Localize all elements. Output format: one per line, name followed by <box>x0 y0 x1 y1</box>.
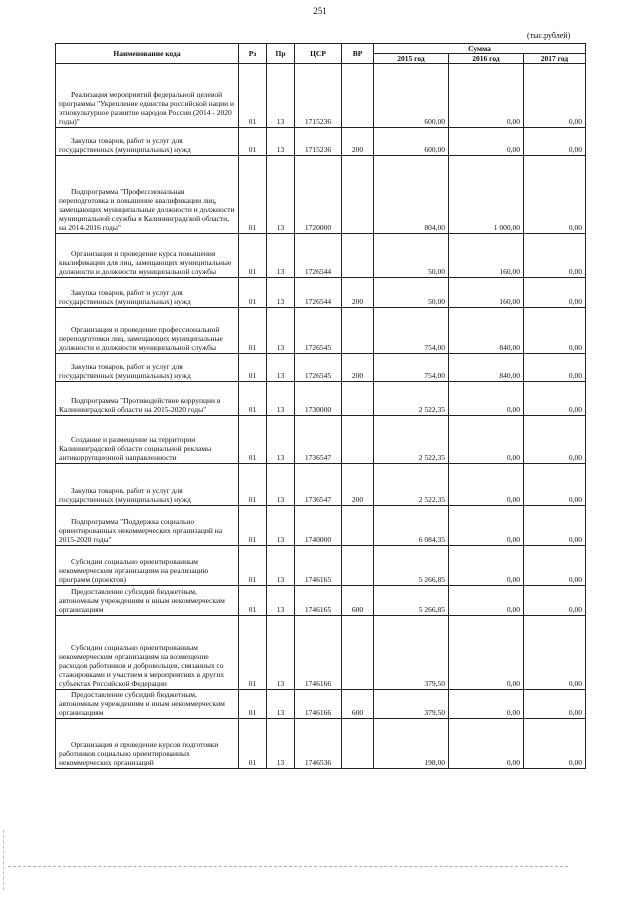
cell-2017: 0,00 <box>524 278 586 308</box>
cell-pr: 13 <box>267 234 295 278</box>
scan-edge-marks <box>3 830 4 890</box>
cell-name <box>56 308 239 354</box>
cell-2017: 0,00 <box>524 586 586 616</box>
table-row <box>56 156 586 234</box>
cell-vr <box>342 616 374 690</box>
row-label: Закупка товаров, работ и услуг для государственных (муниципальных) нужд <box>59 136 191 154</box>
table-row <box>56 278 586 308</box>
cell-vr: 200 <box>342 354 374 382</box>
cell-2017: 0,00 <box>524 382 586 416</box>
row-label: Предоставление субсидий бюджетным, автономным учреждениям и иным некоммерческим организациям <box>59 690 225 717</box>
table-row <box>56 354 586 382</box>
cell-2016: 0,00 <box>449 382 524 416</box>
cell-name <box>56 278 239 308</box>
cell-name <box>56 354 239 382</box>
cell-2016: 0,00 <box>449 586 524 616</box>
row-label: Организация и проведение курса повышения квалификации для лиц, замещающих муниципальные должности и должности муниципальной службы <box>59 249 232 276</box>
cell-name <box>56 586 239 616</box>
row-label: Подпрограмма "Профессиональная переподготовка и повышение квалификации лиц, замещающих муниципальные должности и должности муниципальной службы в Калининградской области, на 2014-2016 годы" <box>59 187 235 232</box>
cell-pr: 13 <box>267 586 295 616</box>
cell-2017: 0,00 <box>524 354 586 382</box>
header-rz: Рз <box>239 44 267 64</box>
cell-name <box>56 416 239 464</box>
row-label: Закупка товаров, работ и услуг для государственных (муниципальных) нужд <box>59 486 191 504</box>
cell-pr: 13 <box>267 128 295 156</box>
cell-2016: 840,00 <box>449 354 524 382</box>
row-label: Подпрограмма "Противодействие коррупции в Калининградской области на 2015-2020 годы" <box>59 396 221 414</box>
cell-rz: 01 <box>239 546 267 586</box>
cell-2016: 0,00 <box>449 506 524 546</box>
cell-rz: 01 <box>239 382 267 416</box>
cell-vr <box>342 382 374 416</box>
cell-2016: 160,00 <box>449 234 524 278</box>
cell-2015: 600,00 <box>374 128 449 156</box>
header-2016: 2016 год <box>449 54 524 64</box>
table-row <box>56 382 586 416</box>
cell-2015: 804,00 <box>374 156 449 234</box>
cell-vr <box>342 308 374 354</box>
cell-csr: 1740000 <box>295 506 342 546</box>
row-label: Закупка товаров, работ и услуг для государственных (муниципальных) нужд <box>59 362 191 380</box>
cell-name <box>56 382 239 416</box>
cell-csr: 1730000 <box>295 382 342 416</box>
cell-2015: 379,50 <box>374 616 449 690</box>
cell-2016: 0,00 <box>449 416 524 464</box>
cell-name <box>56 719 239 769</box>
cell-rz: 01 <box>239 616 267 690</box>
cell-2016: 1 000,00 <box>449 156 524 234</box>
cell-csr: 1746536 <box>295 719 342 769</box>
cell-vr <box>342 234 374 278</box>
cell-2017: 0,00 <box>524 506 586 546</box>
row-label: Создание и размещение на территории Калининградской области социальной рекламы антикоррупционной направленности <box>59 435 212 462</box>
bottom-divider <box>8 866 568 867</box>
cell-2017: 0,00 <box>524 128 586 156</box>
cell-vr: 200 <box>342 278 374 308</box>
cell-2017: 0,00 <box>524 616 586 690</box>
cell-2015: 754,00 <box>374 308 449 354</box>
cell-csr: 1726545 <box>295 308 342 354</box>
page-number: 251 <box>313 6 327 16</box>
cell-vr <box>342 506 374 546</box>
cell-2017: 0,00 <box>524 64 586 128</box>
cell-2015: 198,00 <box>374 719 449 769</box>
cell-name <box>56 128 239 156</box>
row-label: Субсидии социально ориентированным некоммерческим организациям на реализацию программ (проектов) <box>59 557 209 584</box>
cell-2017: 0,00 <box>524 546 586 586</box>
table-row <box>56 308 586 354</box>
row-label: Реализация мероприятий федеральной целевой программы "Укрепление единства российской нации и этнокультурное развитие народов России (2014 - 2020 годы)" <box>59 90 235 126</box>
row-label: Организация и проведение курсов подготовки работников социально ориентированных некоммерческих организаций <box>59 740 219 767</box>
cell-rz: 01 <box>239 234 267 278</box>
cell-pr: 13 <box>267 690 295 719</box>
cell-pr: 13 <box>267 382 295 416</box>
cell-csr: 1715236 <box>295 64 342 128</box>
table-row <box>56 416 586 464</box>
cell-2015: 6 084,35 <box>374 506 449 546</box>
table-row <box>56 234 586 278</box>
cell-pr: 13 <box>267 156 295 234</box>
cell-rz: 01 <box>239 416 267 464</box>
cell-vr <box>342 156 374 234</box>
header-sum: Сумма <box>374 44 586 54</box>
table-row <box>56 616 586 690</box>
cell-vr <box>342 64 374 128</box>
cell-csr: 1746165 <box>295 586 342 616</box>
table-row <box>56 128 586 156</box>
cell-2016: 0,00 <box>449 128 524 156</box>
cell-pr: 13 <box>267 464 295 506</box>
cell-vr: 200 <box>342 128 374 156</box>
cell-pr: 13 <box>267 416 295 464</box>
cell-vr <box>342 719 374 769</box>
table-row <box>56 719 586 769</box>
table-row <box>56 64 586 128</box>
cell-2017: 0,00 <box>524 690 586 719</box>
cell-vr: 200 <box>342 464 374 506</box>
table-row <box>56 506 586 546</box>
cell-rz: 01 <box>239 156 267 234</box>
cell-2016: 0,00 <box>449 690 524 719</box>
cell-2015: 600,00 <box>374 64 449 128</box>
cell-2015: 754,00 <box>374 354 449 382</box>
cell-csr: 1715236 <box>295 128 342 156</box>
cell-2016: 840,00 <box>449 308 524 354</box>
cell-csr: 1746166 <box>295 690 342 719</box>
row-label: Предоставление субсидий бюджетным, автономным учреждениям и иным некоммерческим организациям <box>59 587 225 614</box>
table-row <box>56 546 586 586</box>
cell-rz: 01 <box>239 464 267 506</box>
cell-csr: 1746166 <box>295 616 342 690</box>
unit-note: (тыс.рублей) <box>527 31 571 40</box>
cell-csr: 1726544 <box>295 234 342 278</box>
cell-2017: 0,00 <box>524 719 586 769</box>
cell-2016: 0,00 <box>449 464 524 506</box>
header-name: Наименование кода <box>56 44 239 64</box>
cell-name <box>56 690 239 719</box>
header-csr: ЦСР <box>295 44 342 64</box>
cell-pr: 13 <box>267 719 295 769</box>
cell-csr: 1726545 <box>295 354 342 382</box>
row-label: Организация и проведение профессиональной переподготовки лиц, замещающих муниципальные должности и должности муниципальной службы <box>59 325 223 352</box>
row-label: Подпрограмма "Поддержка социально ориентированных некоммерческих организаций на 2015-2020 годы" <box>59 517 223 544</box>
cell-name <box>56 156 239 234</box>
cell-name <box>56 546 239 586</box>
row-label: Субсидии социально ориентированным некоммерческим организациям на возмещение расходов работников и добровольцев, связанных со стажировками и участием в мероприятиях в других субъектах Российской Федерации <box>59 643 225 688</box>
cell-csr: 1726544 <box>295 278 342 308</box>
cell-vr: 600 <box>342 690 374 719</box>
cell-name <box>56 464 239 506</box>
cell-vr: 600 <box>342 586 374 616</box>
cell-2016: 0,00 <box>449 546 524 586</box>
cell-rz: 01 <box>239 308 267 354</box>
cell-csr: 1720000 <box>295 156 342 234</box>
table-body <box>56 64 586 769</box>
cell-2016: 0,00 <box>449 64 524 128</box>
cell-2017: 0,00 <box>524 416 586 464</box>
cell-rz: 01 <box>239 128 267 156</box>
cell-rz: 01 <box>239 586 267 616</box>
cell-vr <box>342 546 374 586</box>
header-2015: 2015 год <box>374 54 449 64</box>
cell-2015: 379,50 <box>374 690 449 719</box>
cell-2017: 0,00 <box>524 464 586 506</box>
cell-pr: 13 <box>267 506 295 546</box>
table-row <box>56 464 586 506</box>
cell-rz: 01 <box>239 690 267 719</box>
header-pr: Пр <box>267 44 295 64</box>
cell-pr: 13 <box>267 308 295 354</box>
cell-pr: 13 <box>267 616 295 690</box>
cell-2016: 0,00 <box>449 616 524 690</box>
cell-vr <box>342 416 374 464</box>
cell-2015: 2 522,35 <box>374 416 449 464</box>
cell-csr: 1736547 <box>295 416 342 464</box>
cell-2015: 50,00 <box>374 234 449 278</box>
table-row <box>56 586 586 616</box>
cell-csr: 1736547 <box>295 464 342 506</box>
cell-rz: 01 <box>239 354 267 382</box>
header-2017: 2017 год <box>524 54 586 64</box>
row-label: Закупка товаров, работ и услуг для государственных (муниципальных) нужд <box>59 288 191 306</box>
cell-name <box>56 234 239 278</box>
cell-pr: 13 <box>267 278 295 308</box>
cell-rz: 01 <box>239 719 267 769</box>
cell-rz: 01 <box>239 64 267 128</box>
cell-csr: 1746165 <box>295 546 342 586</box>
cell-2017: 0,00 <box>524 156 586 234</box>
cell-pr: 13 <box>267 354 295 382</box>
header-vr: ВР <box>342 44 374 64</box>
cell-2015: 2 522,35 <box>374 464 449 506</box>
cell-2015: 5 266,85 <box>374 586 449 616</box>
cell-name <box>56 616 239 690</box>
cell-2015: 2 522,35 <box>374 382 449 416</box>
cell-2017: 0,00 <box>524 234 586 278</box>
cell-pr: 13 <box>267 546 295 586</box>
cell-name <box>56 64 239 128</box>
cell-2017: 0,00 <box>524 308 586 354</box>
budget-table <box>55 43 586 769</box>
cell-rz: 01 <box>239 278 267 308</box>
table-row <box>56 690 586 719</box>
cell-2015: 50,00 <box>374 278 449 308</box>
cell-2016: 0,00 <box>449 719 524 769</box>
cell-pr: 13 <box>267 64 295 128</box>
cell-rz: 01 <box>239 506 267 546</box>
cell-name <box>56 506 239 546</box>
cell-2015: 5 266,85 <box>374 546 449 586</box>
cell-2016: 160,00 <box>449 278 524 308</box>
